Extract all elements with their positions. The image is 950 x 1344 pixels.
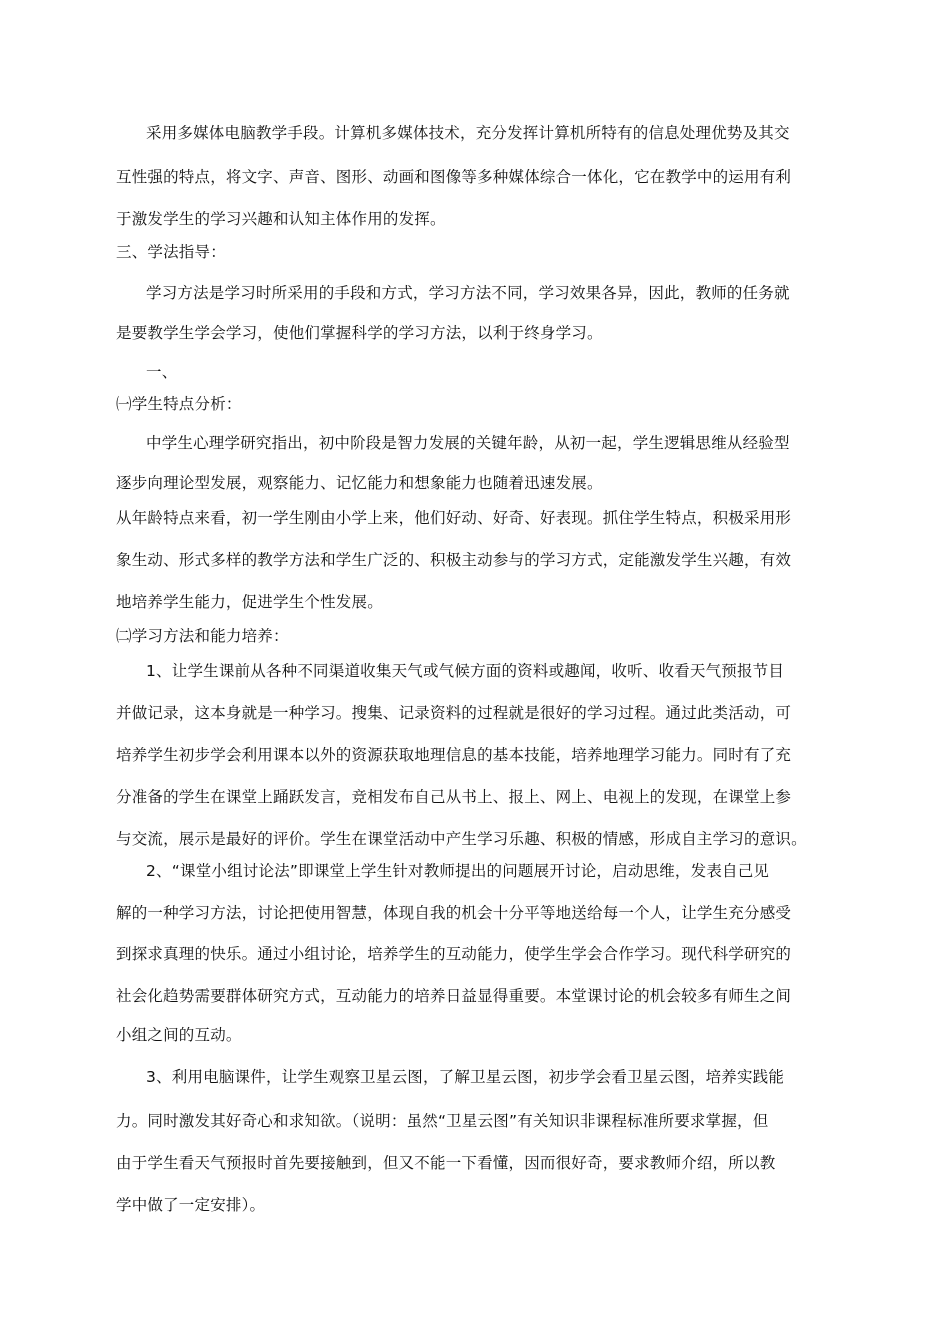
paragraph-line: 培养学生初步学会利用课本以外的资源获取地理信息的基本技能，培养地理学习能力。同时有了充 (116, 746, 792, 764)
section-heading: 三、学法指导： (116, 243, 226, 261)
paragraph-line: 一、 (146, 363, 178, 381)
paragraph-line: 小组之间的互动。 (116, 1026, 242, 1044)
paragraph-line: 由于学生看天气预报时首先要接触到，但又不能一下看懂，因而很好奇，要求教师介绍，所以教 (116, 1154, 776, 1172)
paragraph-line: 3、利用电脑课件，让学生观察卫星云图，了解卫星云图，初步学会看卫星云图，培养实践能 (146, 1068, 785, 1086)
paragraph-line: 互性强的特点，将文字、声音、图形、动画和图像等多种媒体综合一体化，它在教学中的运用有利 (116, 168, 792, 186)
paragraph-line: 于激发学生的学习兴趣和认知主体作用的发挥。 (116, 210, 446, 228)
paragraph-line: 力。同时激发其好奇心和求知欲。（说明：虽然“卫星云图”有关知识非课程标准所要求掌握，但 (116, 1112, 769, 1130)
paragraph-line: 学习方法是学习时所采用的手段和方式，学习方法不同，学习效果各异，因此，教师的任务就 (146, 284, 790, 302)
paragraph-line: 学中做了一定安排）。 (116, 1196, 266, 1214)
paragraph-line: 采用多媒体电脑教学手段。计算机多媒体技术，充分发挥计算机所特有的信息处理优势及其交 (146, 124, 790, 142)
paragraph-line: 并做记录，这本身就是一种学习。搜集、记录资料的过程就是很好的学习过程。通过此类活动，可 (116, 704, 792, 722)
paragraph-line: 分准备的学生在课堂上踊跃发言，竞相发布自己从书上、报上、网上、电视上的发现，在课堂上参 (116, 788, 792, 806)
paragraph-line: 逐步向理论型发展，观察能力、记忆能力和想象能力也随着迅速发展。 (116, 474, 603, 492)
paragraph-line: 1、让学生课前从各种不同渠道收集天气或气候方面的资料或趣闻，收听、收看天气预报节目 (146, 662, 785, 680)
paragraph-line: 地培养学生能力，促进学生个性发展。 (116, 593, 383, 611)
paragraph-line: 从年龄特点来看，初一学生刚由小学上来，他们好动、好奇、好表现。抓住学生特点，积极采用形 (116, 509, 792, 527)
paragraph-line: 2、“课堂小组讨论法”即课堂上学生针对教师提出的问题展开讨论，启动思维，发表自己见 (146, 862, 770, 880)
paragraph-line: 象生动、形式多样的教学方法和学生广泛的、积极主动参与的学习方式，定能激发学生兴趣，有效 (116, 551, 792, 569)
paragraph-line: 是要教学生学会学习，使他们掌握科学的学习方法，以利于终身学习。 (116, 324, 603, 342)
paragraph-line: 与交流，展示是最好的评价。学生在课堂活动中产生学习乐趣、积极的情感，形成自主学习的意识。 (116, 830, 807, 848)
subsection-heading: ㈡学习方法和能力培养： (116, 627, 289, 645)
paragraph-line: 社会化趋势需要群体研究方式，互动能力的培养日益显得重要。本堂课讨论的机会较多有师生之间 (116, 987, 792, 1005)
subsection-heading: ㈠学生特点分析： (116, 395, 242, 413)
paragraph-line: 中学生心理学研究指出，初中阶段是智力发展的关键年龄，从初一起，学生逻辑思维从经验型 (146, 434, 790, 452)
paragraph-line: 到探求真理的快乐。通过小组讨论，培养学生的互动能力，使学生学会合作学习。现代科学研究的 (116, 945, 792, 963)
paragraph-line: 解的一种学习方法，讨论把使用智慧，体现自我的机会十分平等地送给每一个人，让学生充分感受 (116, 904, 792, 922)
